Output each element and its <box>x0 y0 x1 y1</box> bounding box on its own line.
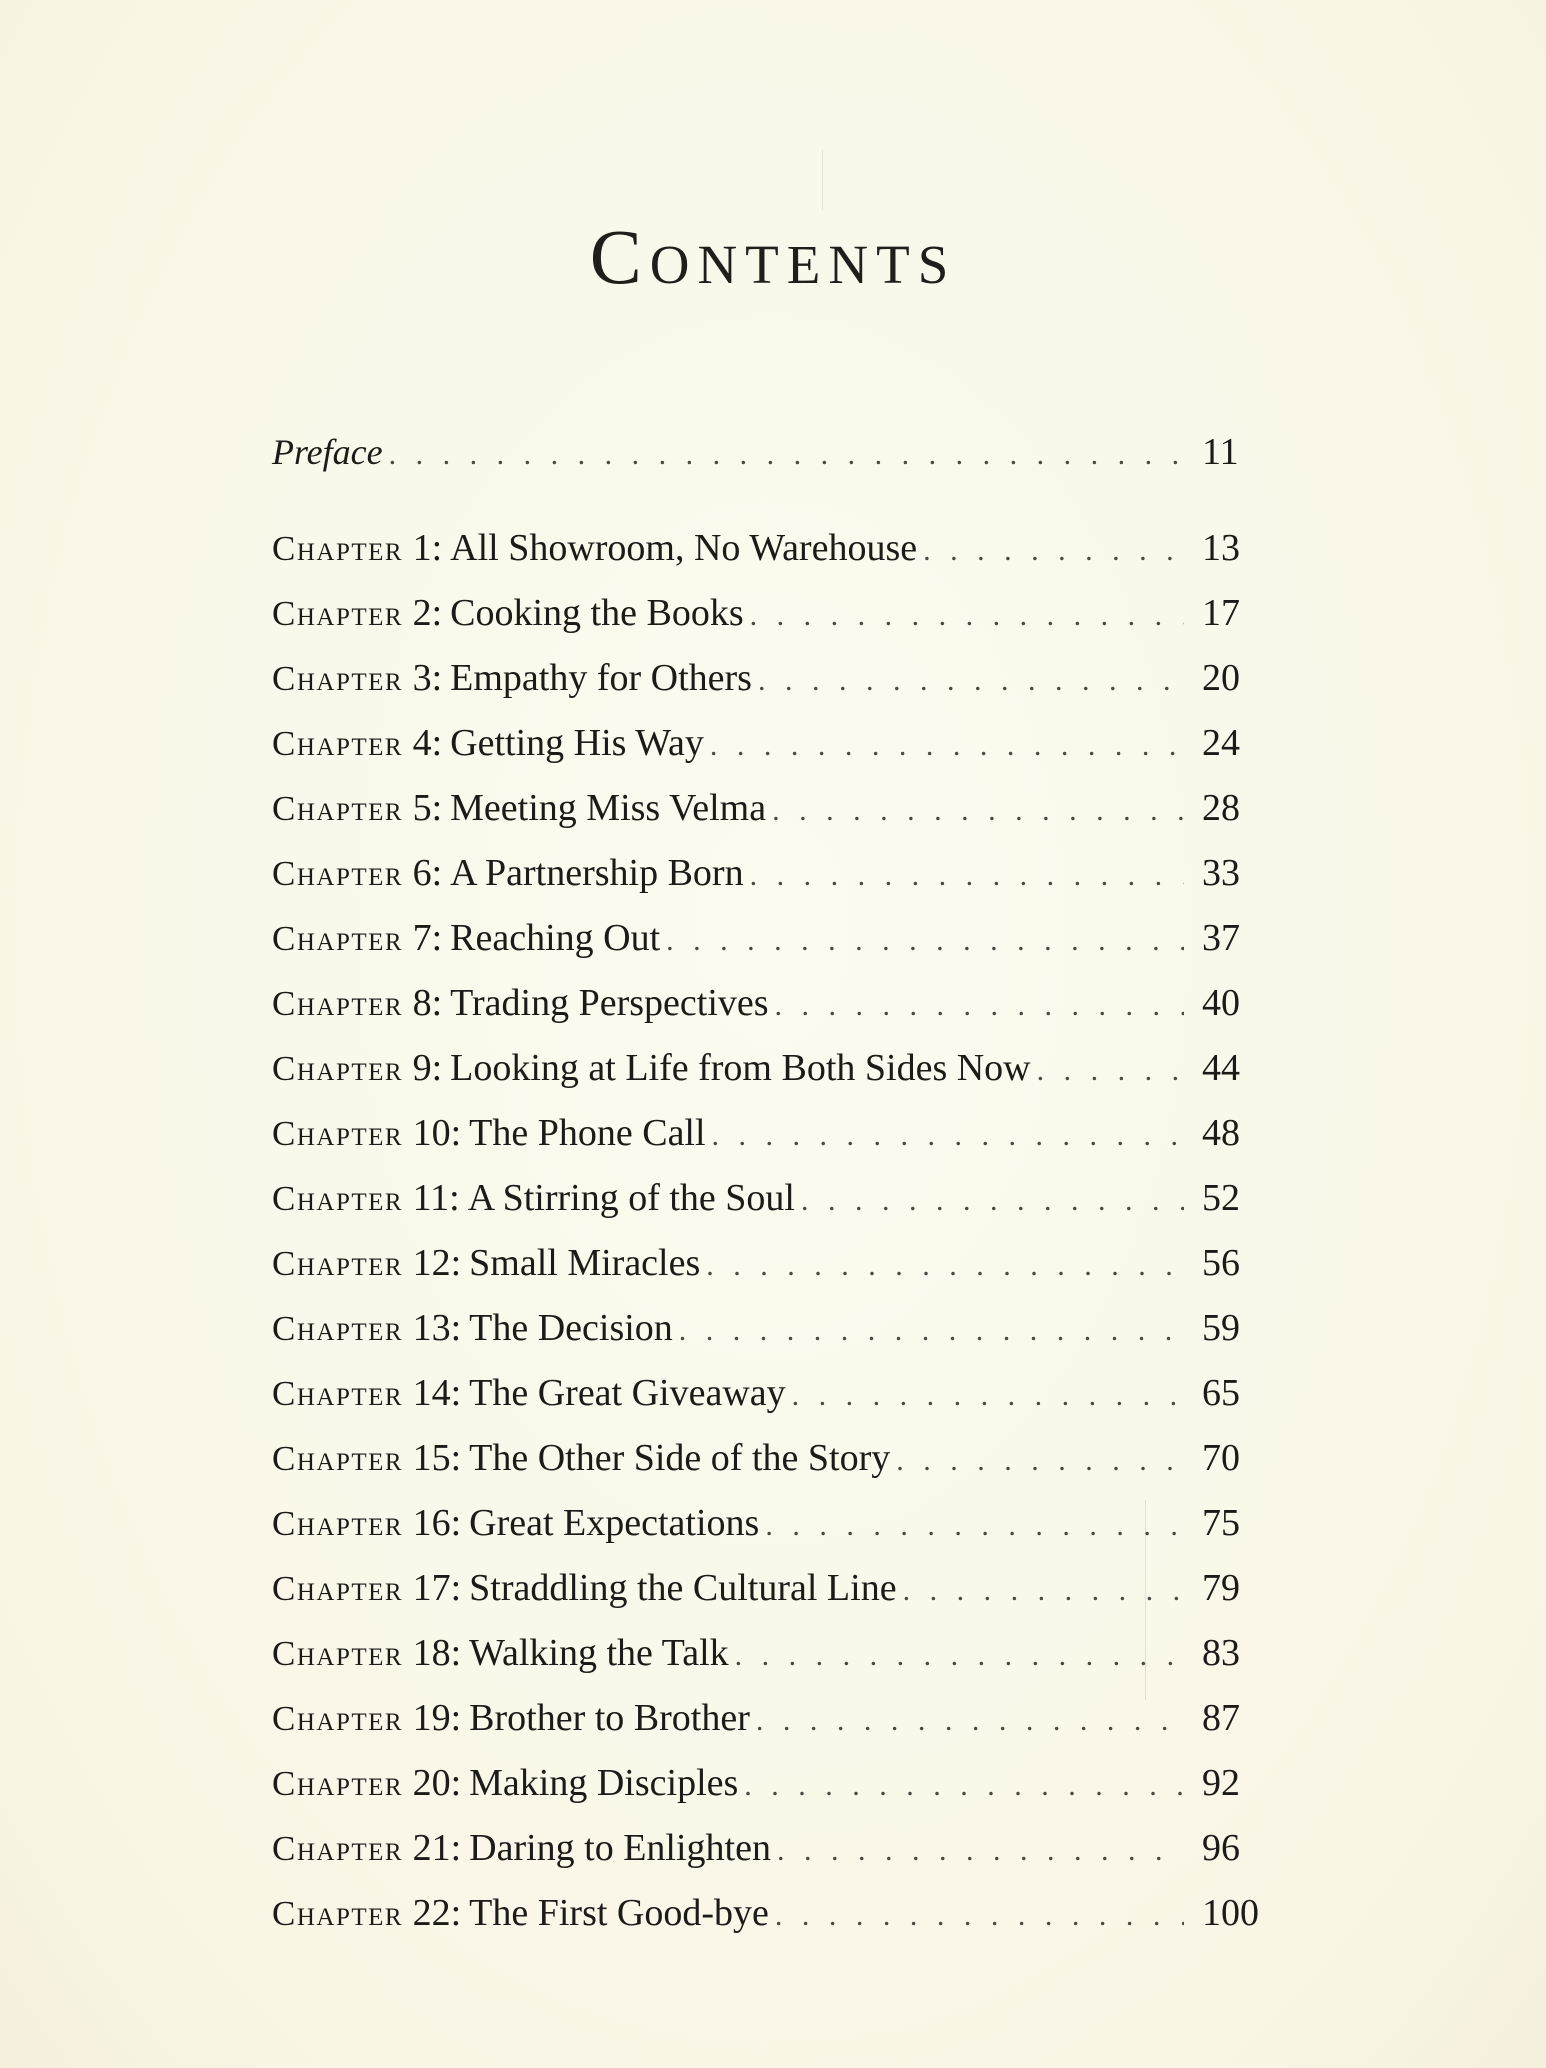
chapter-title: Making Disciples <box>469 1762 739 1804</box>
chapter-colon: : <box>450 1632 462 1674</box>
chapter-title: The Phone Call <box>469 1112 706 1154</box>
page-number: 100 <box>1202 1892 1259 1934</box>
toc-entry-chapter[interactable] <box>272 1621 1272 1686</box>
chapter-word: Chapter <box>272 1374 404 1413</box>
toc-entry-chapter[interactable] <box>272 1816 1272 1881</box>
toc-entry-preface[interactable] <box>272 420 1272 485</box>
page-number: 28 <box>1202 787 1240 829</box>
chapter-colon: : <box>431 592 443 634</box>
chapter-colon: : <box>450 1372 462 1414</box>
chapter-number: 4 <box>412 722 432 764</box>
dot-leader <box>758 648 1184 713</box>
dot-leader <box>756 1688 1184 1753</box>
dot-leader <box>801 1168 1184 1233</box>
page-number: 13 <box>1202 527 1240 569</box>
chapter-colon: : <box>450 1242 462 1284</box>
dot-leader <box>750 843 1184 908</box>
chapter-colon: : <box>431 982 443 1024</box>
chapter-word: Chapter <box>272 529 404 568</box>
chapter-title: The Great Giveaway <box>469 1372 786 1414</box>
page-number: 65 <box>1202 1372 1240 1414</box>
chapter-number: 20 <box>412 1762 451 1804</box>
chapter-word: Chapter <box>272 919 404 958</box>
chapter-number: 10 <box>412 1112 451 1154</box>
chapter-word: Chapter <box>272 594 404 633</box>
toc-entry-chapter[interactable] <box>272 1881 1272 1946</box>
toc-entry-chapter[interactable] <box>272 906 1272 971</box>
chapter-title: All Showroom, No Warehouse <box>450 527 918 569</box>
chapter-title: Looking at Life from Both Sides Now <box>450 1047 1031 1089</box>
toc-entry-chapter[interactable] <box>272 1751 1272 1816</box>
dot-leader <box>735 1623 1184 1688</box>
chapter-number: 19 <box>412 1697 451 1739</box>
chapter-number: 11 <box>412 1177 450 1219</box>
page-number: 70 <box>1202 1437 1240 1479</box>
dot-leader <box>712 1103 1184 1168</box>
page-number: 48 <box>1202 1112 1240 1154</box>
chapter-number: 18 <box>412 1632 451 1674</box>
page-number: 20 <box>1202 657 1240 699</box>
page-number: 24 <box>1202 722 1240 764</box>
toc-entry-chapter[interactable] <box>272 1426 1272 1491</box>
chapter-word: Chapter <box>272 854 404 893</box>
dot-leader <box>1037 1038 1184 1103</box>
chapter-number: 8 <box>412 982 432 1024</box>
chapter-colon: : <box>450 1827 462 1869</box>
chapter-number: 3 <box>412 657 432 699</box>
chapter-number: 12 <box>412 1242 451 1284</box>
page-number: 37 <box>1202 917 1240 959</box>
toc-entry-chapter[interactable] <box>272 1361 1272 1426</box>
chapter-colon: : <box>431 852 443 894</box>
toc-entry-chapter[interactable] <box>272 646 1272 711</box>
toc-entry-chapter[interactable] <box>272 516 1272 581</box>
chapter-colon: : <box>431 1047 443 1089</box>
dot-leader <box>775 973 1184 1038</box>
chapter-number: 9 <box>412 1047 432 1089</box>
toc-entry-chapter[interactable] <box>272 1231 1272 1296</box>
chapter-word: Chapter <box>272 984 404 1023</box>
chapter-colon: : <box>449 1177 460 1219</box>
chapter-word: Chapter <box>272 1634 404 1673</box>
chapter-title: Great Expectations <box>469 1502 760 1544</box>
chapter-word: Chapter <box>272 659 404 698</box>
chapter-word: Chapter <box>272 1894 404 1933</box>
page-number: 52 <box>1202 1177 1240 1219</box>
toc-entry-chapter[interactable] <box>272 581 1272 646</box>
scan-artifact <box>822 150 823 210</box>
chapter-colon: : <box>450 1437 462 1479</box>
chapter-colon: : <box>431 722 443 764</box>
chapter-colon: : <box>450 1112 462 1154</box>
chapter-word: Chapter <box>272 1439 404 1478</box>
dot-leader <box>750 583 1184 648</box>
chapter-number: 16 <box>412 1502 451 1544</box>
dot-leader <box>706 1233 1184 1298</box>
chapter-number: 7 <box>412 917 432 959</box>
chapter-colon: : <box>450 1892 462 1934</box>
chapter-number: 5 <box>412 787 432 829</box>
chapter-word: Chapter <box>272 1309 404 1348</box>
chapter-colon: : <box>431 917 443 959</box>
page-number: 44 <box>1202 1047 1240 1089</box>
dot-leader <box>903 1558 1184 1623</box>
chapter-word: Chapter <box>272 1569 404 1608</box>
chapter-number: 14 <box>412 1372 451 1414</box>
chapter-number: 17 <box>412 1567 451 1609</box>
chapter-word: Chapter <box>272 724 404 763</box>
toc-entry-chapter[interactable] <box>272 711 1272 776</box>
page-number: 11 <box>1202 431 1239 473</box>
chapter-title: Brother to Brother <box>469 1697 750 1739</box>
page-number: 96 <box>1202 1827 1240 1869</box>
dot-leader <box>772 778 1184 843</box>
page-title: Contents <box>589 213 957 300</box>
toc-entry-chapter[interactable] <box>272 971 1272 1036</box>
chapter-colon: : <box>431 787 443 829</box>
page-number: 79 <box>1202 1567 1240 1609</box>
chapter-number: 2 <box>412 592 432 634</box>
chapter-word: Chapter <box>272 1049 404 1088</box>
page-number: 33 <box>1202 852 1240 894</box>
chapter-colon: : <box>431 657 443 699</box>
page-number: 75 <box>1202 1502 1240 1544</box>
chapter-title: The First Good-bye <box>469 1892 769 1934</box>
chapter-colon: : <box>450 1307 462 1349</box>
chapter-title: Empathy for Others <box>450 657 752 699</box>
dot-leader <box>923 518 1184 583</box>
page-number: 56 <box>1202 1242 1240 1284</box>
dot-leader <box>775 1883 1184 1948</box>
chapter-word: Chapter <box>272 1179 404 1218</box>
chapter-title: Trading Perspectives <box>450 982 769 1024</box>
dot-leader <box>744 1753 1184 1818</box>
toc-entry-chapter[interactable] <box>272 776 1272 841</box>
dot-leader <box>765 1493 1184 1558</box>
dot-leader <box>666 908 1184 973</box>
page-number: 92 <box>1202 1762 1240 1804</box>
chapter-word: Chapter <box>272 1764 404 1803</box>
dot-leader <box>679 1298 1184 1363</box>
chapter-number: 15 <box>412 1437 451 1479</box>
chapter-title: Walking the Talk <box>469 1632 729 1674</box>
chapter-title: A Partnership Born <box>450 852 744 894</box>
chapter-number: 1 <box>412 527 432 569</box>
chapter-colon: : <box>450 1697 462 1739</box>
page-number: 17 <box>1202 592 1240 634</box>
toc-entry-chapter[interactable] <box>272 1101 1272 1166</box>
chapter-colon: : <box>450 1567 462 1609</box>
chapter-title: Getting His Way <box>450 722 704 764</box>
page-number: 83 <box>1202 1632 1240 1674</box>
page-number: 40 <box>1202 982 1240 1024</box>
chapter-title: A Stirring of the Soul <box>467 1177 795 1219</box>
chapter-number: 22 <box>412 1892 451 1934</box>
chapter-word: Chapter <box>272 1699 404 1738</box>
chapter-title: Straddling the Cultural Line <box>469 1567 897 1609</box>
chapter-colon: : <box>450 1762 462 1804</box>
toc-entry-chapter[interactable] <box>272 841 1272 906</box>
chapter-list <box>272 516 1272 1946</box>
chapter-word: Chapter <box>272 1114 404 1153</box>
page-number: 59 <box>1202 1307 1240 1349</box>
table-of-contents <box>272 420 1272 1946</box>
chapter-title: Cooking the Books <box>450 592 744 634</box>
dot-leader <box>777 1818 1184 1883</box>
toc-entry-chapter[interactable] <box>272 1686 1272 1751</box>
chapter-number: 6 <box>412 852 432 894</box>
dot-leader <box>710 713 1184 778</box>
chapter-colon: : <box>431 527 443 569</box>
toc-entry-chapter[interactable] <box>272 1166 1272 1231</box>
chapter-number: 21 <box>412 1827 451 1869</box>
chapter-title: Reaching Out <box>450 917 661 959</box>
chapter-word: Chapter <box>272 1504 404 1543</box>
toc-entry-chapter[interactable] <box>272 1556 1272 1621</box>
chapter-title: Small Miracles <box>469 1242 701 1284</box>
dot-leader <box>792 1363 1184 1428</box>
preface-label: Preface <box>272 432 383 472</box>
dot-leader <box>389 422 1184 487</box>
chapter-word: Chapter <box>272 789 404 828</box>
chapter-word: Chapter <box>272 1244 404 1283</box>
toc-entry-chapter[interactable] <box>272 1036 1272 1101</box>
page-number: 87 <box>1202 1697 1240 1739</box>
toc-entry-chapter[interactable] <box>272 1491 1272 1556</box>
chapter-word: Chapter <box>272 1829 404 1868</box>
chapter-title: The Decision <box>469 1307 673 1349</box>
chapter-title: Daring to Enlighten <box>469 1827 771 1869</box>
chapter-title: The Other Side of the Story <box>469 1437 891 1479</box>
chapter-number: 13 <box>412 1307 451 1349</box>
dot-leader <box>896 1428 1184 1493</box>
chapter-title: Meeting Miss Velma <box>450 787 767 829</box>
toc-entry-chapter[interactable] <box>272 1296 1272 1361</box>
chapter-colon: : <box>450 1502 462 1544</box>
